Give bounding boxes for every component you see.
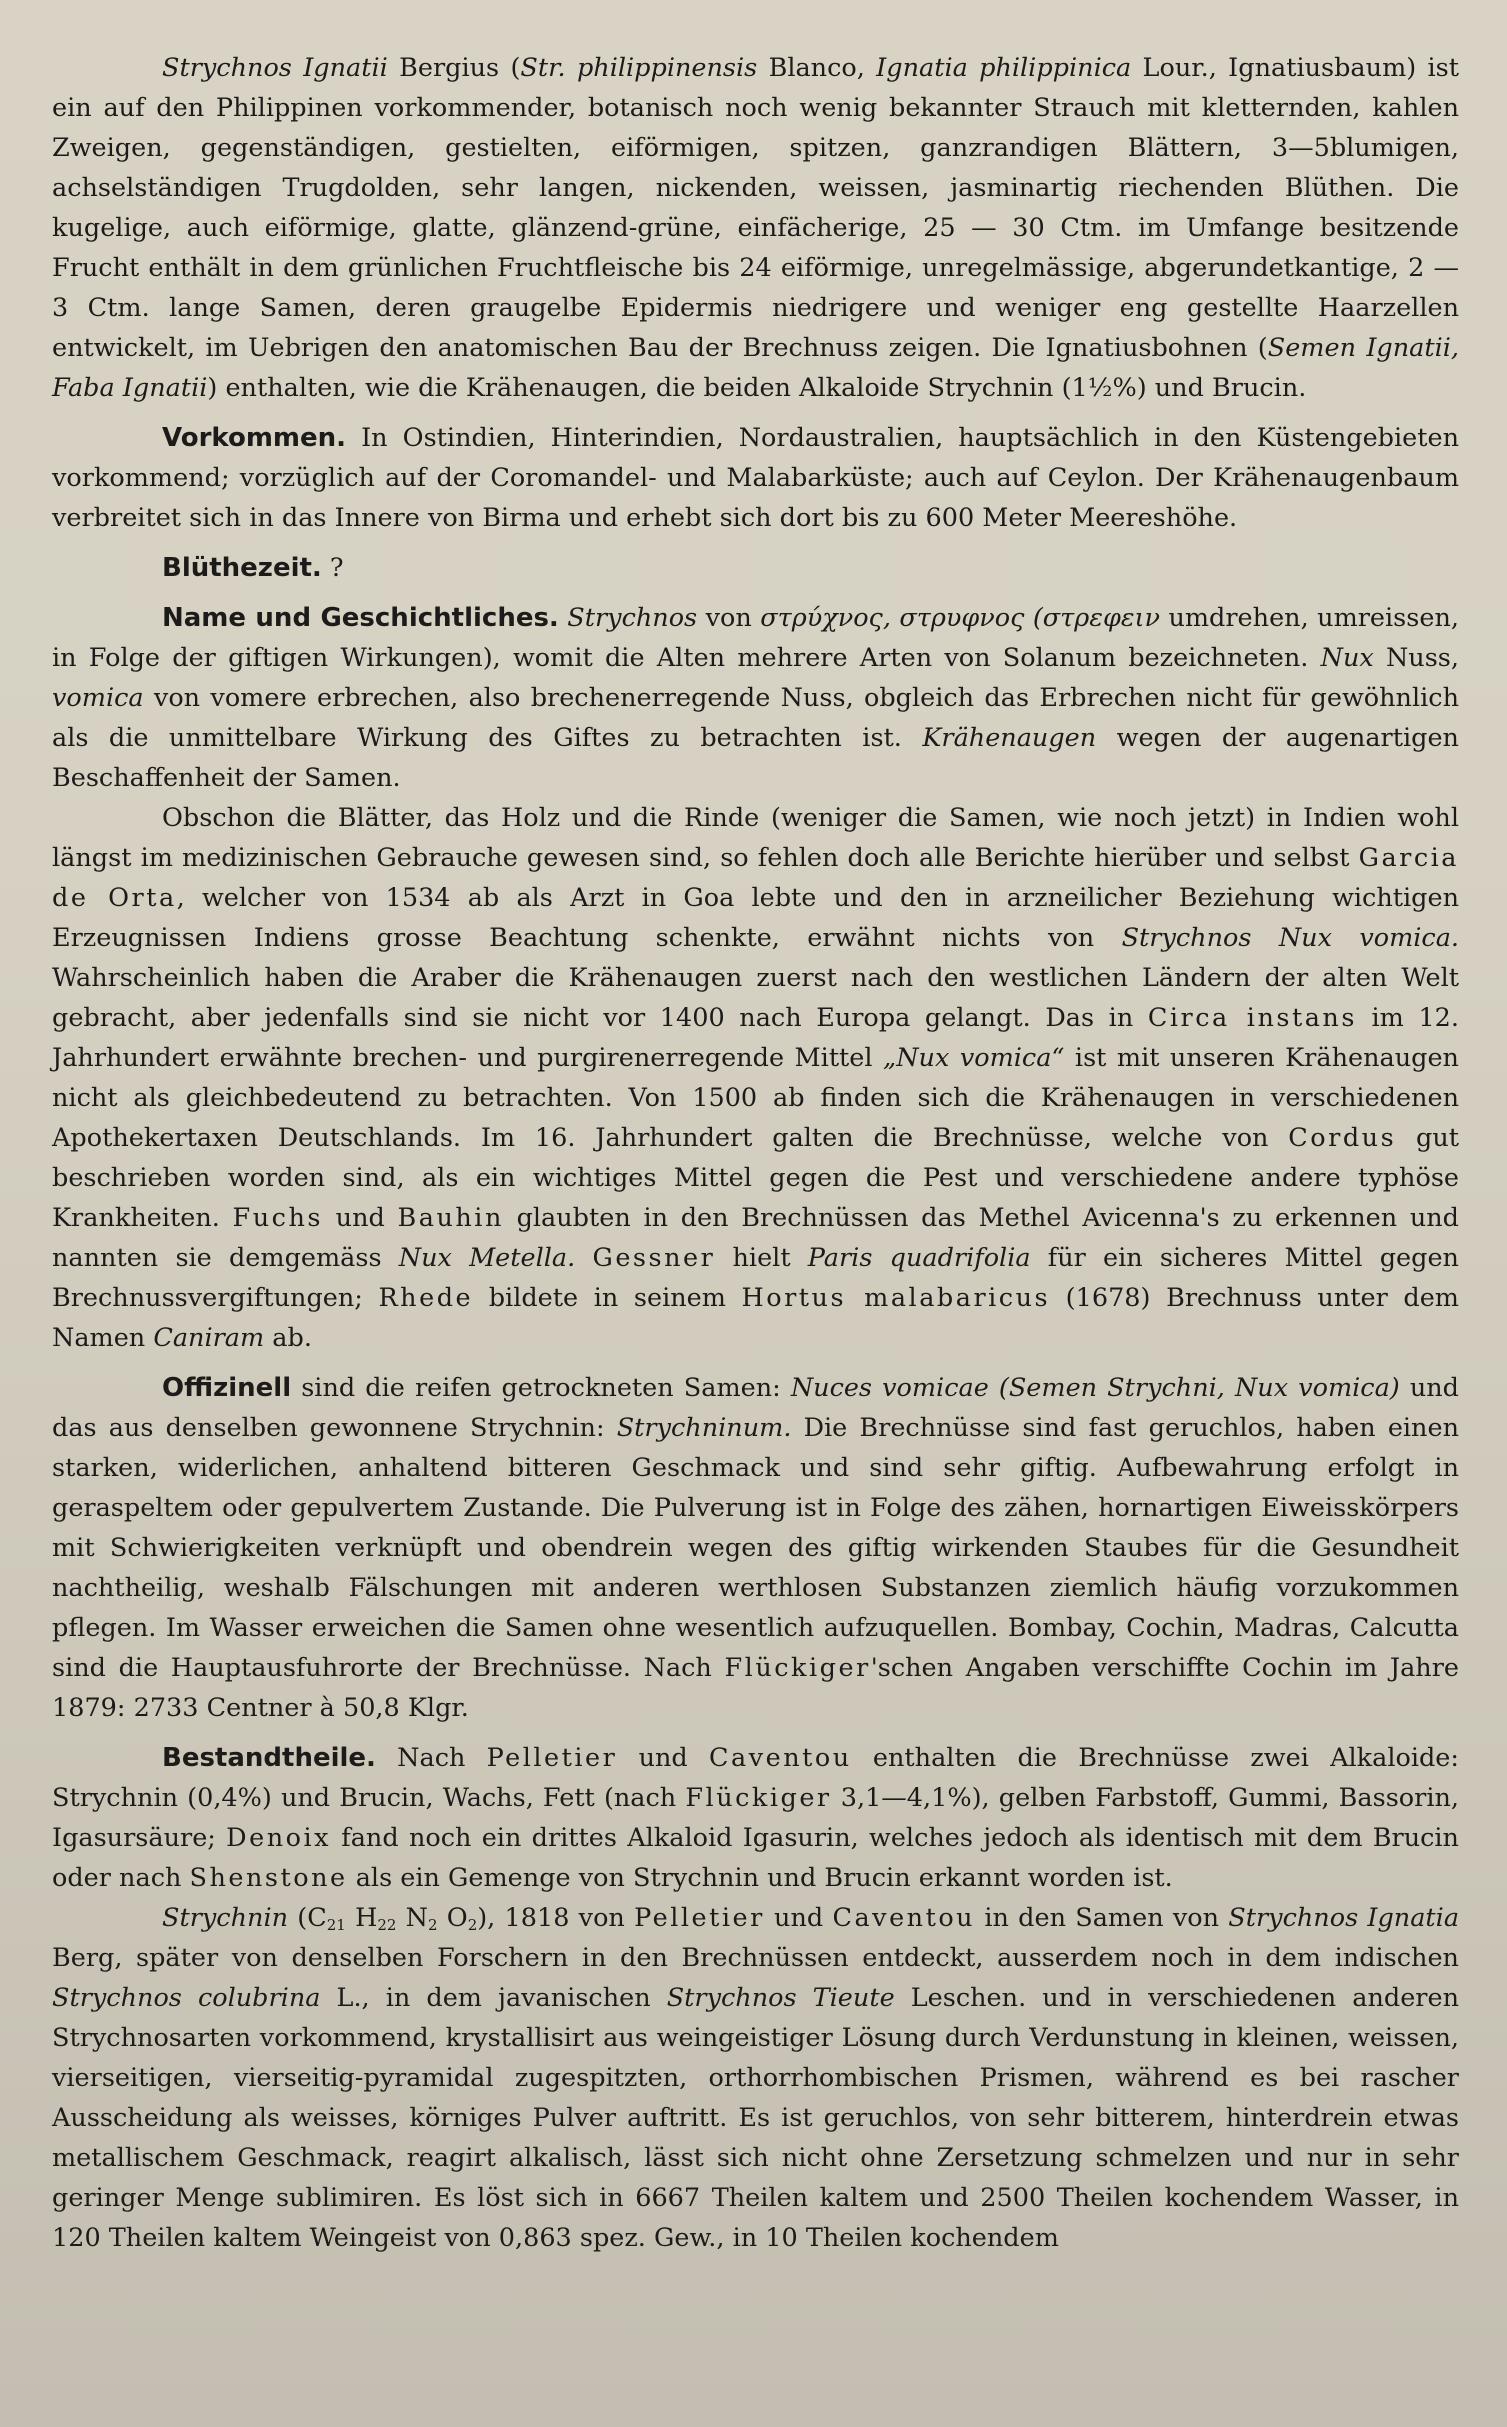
species-name: Strychnos Ignatii xyxy=(162,53,388,83)
text-segment: wegen der augenartigen Beschaffenheit der Samen. xyxy=(52,723,1459,793)
greek-etymology: στρύχνος, στρυφνος (στρεφειν xyxy=(760,603,1160,633)
text-segment: Nuss, xyxy=(1373,643,1459,673)
text-segment: Obschon die Blätter, das Holz und die Rinde (weniger die Samen, wie noch jetzt) in Indien wohl längst im medizinischen Gebrauche gewesen sind, so fehlen doch alle Berichte hierüber und selbst xyxy=(52,803,1459,873)
person-rhede: Rhede xyxy=(378,1283,474,1313)
term-kraehenaugen: Krähenaugen xyxy=(922,723,1097,753)
text-segment: und xyxy=(322,1203,398,1233)
section-offizinell xyxy=(52,1368,1459,1728)
person-cordus: Cordus xyxy=(1288,1123,1397,1153)
term-strychnos-tieute: Strychnos Tieute xyxy=(666,1983,895,2013)
formula-sub: 2 xyxy=(427,1916,438,1934)
text-segment: als ein Gemenge von Strychnin und Brucin erkannt worden ist. xyxy=(347,1863,1173,1893)
heading-name: Name und Geschichtliches. xyxy=(162,603,559,633)
term-strychnos: Strychnos xyxy=(567,603,698,633)
work-hortus-malabaricus: Hortus malabaricus xyxy=(741,1283,1051,1313)
text-segment: umdrehen, umreissen, in Folge der giftigen Wirkungen), womit die Alten mehrere Arten von Solanum bezeichneten. xyxy=(52,603,1459,673)
text-segment: im 12. Jahrhundert erwähnte brechen- und purgirenerregende Mittel xyxy=(52,1003,1459,1073)
section-name-geschichtliches xyxy=(52,598,1459,1358)
section-bluethezeit xyxy=(52,548,1459,588)
text-segment: fand noch ein drittes Alkaloid Igasurin, welches jedoch als identisch mit dem Brucin oder nach xyxy=(52,1823,1459,1893)
text-segment: Wahrscheinlich haben die Araber die Krähenaugen zuerst nach den westlichen Ländern der alten Welt gebracht, aber jedenfalls sind sie nicht vor 1400 nach Europa gelangt. Das in xyxy=(52,963,1459,1033)
formula-n: N xyxy=(396,1903,428,1933)
text-segment: glaubten in den Brechnüssen das Methel Avicenna's zu erkennen und nannten sie demgemäss xyxy=(52,1203,1459,1273)
synonym-1-author: Blanco, xyxy=(757,53,877,83)
text-segment: L., in dem javanischen xyxy=(320,1983,667,2013)
term-strychnos-colubrina: Strychnos colubrina xyxy=(52,1983,321,2013)
person-pelletier: Pelletier xyxy=(634,1903,765,1933)
person-gessner: Gessner xyxy=(592,1243,716,1273)
synonym-1: Str. philippinensis xyxy=(520,53,758,83)
text-segment: Nach xyxy=(375,1743,487,1773)
text-segment: und das aus denselben gewonnene Strychnin: xyxy=(52,1373,1460,1443)
term-paris-quadrifolia: Paris quadrifolia xyxy=(807,1243,1031,1273)
text-segment: ), 1818 von xyxy=(477,1903,635,1933)
heading-bluethezeit: Blüthezeit. xyxy=(162,553,322,583)
term-strychninum: Strychninum. xyxy=(616,1413,792,1443)
term-nuces-vomicae: Nuces vomicae (Semen Strychni, Nux vomica) xyxy=(790,1373,1400,1403)
synonym-2: Ignatia philippinica xyxy=(876,53,1132,83)
text-segment: für ein sicheres Mittel gegen Brechnussvergiftungen; xyxy=(52,1243,1459,1313)
heading-offizinell: Offizinell xyxy=(162,1373,292,1403)
formula-sub: 2 xyxy=(467,1916,478,1934)
intro-authority: Bergius ( xyxy=(399,53,521,83)
text-segment: Leschen. und in verschiedenen anderen Strychnosarten vorkommend, krystallisirt aus weingeistiger Lösung durch Verdunstung in kleinen, weissen, vierseitigen, vierseitig-pyramidal zugespitzten, orthorrhombischen Prismen, während es bei rascher Ausscheidung als weisses, körniges Pulver auftritt. Es ist geruchlos, von sehr bitterem, hinterdrein etwas metallischem Geschmack, reagirt alkalisch, lässt sich nicht ohne Zersetzung schmelzen und nur in sehr geringer Menge sublimiren. Es löst sich in 6667 Theilen kaltem und 2500 Theilen kochendem Wasser, in 120 Theilen kaltem Weingeist von 0,863 spez. Gew., in 10 Theilen kochendem xyxy=(52,1983,1460,2253)
section-vorkommen xyxy=(52,418,1459,538)
text-segment: enthalten die Brechnüsse zwei Alkaloide: Strychnin (0,4%) und Brucin, Wachs, Fett (nach xyxy=(52,1743,1459,1813)
person-shenstone: Shenstone xyxy=(189,1863,348,1893)
text-segment xyxy=(575,1243,592,1273)
formula-c: (C xyxy=(297,1903,327,1933)
vorkommen-text: In Ostindien, Hinterindien, Nordaustralien, hauptsächlich in den Küstengebieten vorkommend; vorzüglich auf der Coromandel- und Malabarküste; auch auf Ceylon. Der Krähenaugenbaum verbreitet sich in das Innere von Birma und erhebt sich dort bis zu 600 Meter Meereshöhe. xyxy=(52,423,1459,533)
formula-sub: 21 xyxy=(326,1916,346,1934)
person-fuchs: Fuchs xyxy=(232,1203,323,1233)
text-segment: gut beschrieben worden sind, als ein wichtiges Mittel gegen die Pest und verschiedene andere typhöse Krankheiten. xyxy=(52,1123,1459,1233)
term-strychnos-nux-vomica: Strychnos Nux vomica. xyxy=(1121,923,1459,953)
term-vomica: vomica xyxy=(52,683,144,713)
term-nux-vomica: „Nux vomica“ xyxy=(883,1043,1065,1073)
person-caventou: Caventou xyxy=(832,1903,976,1933)
chemical-formula xyxy=(297,1903,477,1933)
text-segment: und xyxy=(764,1903,833,1933)
text-segment: und xyxy=(617,1743,709,1773)
term-nux: Nux xyxy=(1320,643,1374,673)
formula-o: O xyxy=(437,1903,468,1933)
text-segment: ist mit unseren Krähenaugen nicht als gleichbedeutend zu betrachten. Von 1500 ab finden sich die Krähenaugen in verschiedenen Apothekertaxen Deutschlands. Im 16. Jahrhundert galten die Brechnüsse, welche von xyxy=(52,1043,1459,1153)
formula-h: H xyxy=(345,1903,378,1933)
text-segment: bildete in seinem xyxy=(473,1283,742,1313)
text-segment: hielt xyxy=(715,1243,808,1273)
text-segment: von vomere erbrechen, also brechenerregende Nuss, obgleich das Erbrechen nicht für gewöhnlich als die unmittelbare Wirkung des Giftes zu betrachten ist. xyxy=(52,683,1459,753)
person-garcia: Garcia de Orta xyxy=(52,843,1459,913)
text-segment: in den Samen von xyxy=(975,1903,1229,1933)
bluethezeit-text: ? xyxy=(321,553,344,583)
text-segment: ab. xyxy=(264,1323,312,1353)
term-nux-metella: Nux Metella. xyxy=(398,1243,576,1273)
intro-end: ) enthalten, wie die Krähenaugen, die beiden Alkaloide Strychnin (1½%) und Brucin. xyxy=(207,373,1307,403)
work-circa-instans: Circa instans xyxy=(1147,1003,1357,1033)
text-segment: , welcher von 1534 ab als Arzt in Goa lebte und den in arzneilicher Beziehung wichtigen Erzeugnissen Indiens grosse Beachtung schenkte, erwähnt nichts von xyxy=(52,883,1459,953)
section-bestandtheile xyxy=(52,1738,1459,2258)
person-caventou: Caventou xyxy=(709,1743,852,1773)
text-segment: 'schen Angaben verschiffte Cochin im Jahre 1879: 2733 Centner à 50,8 Klgr. xyxy=(52,1653,1459,1723)
person-bauhin: Bauhin xyxy=(397,1203,504,1233)
text-segment: von xyxy=(697,603,761,633)
person-pelletier: Pelletier xyxy=(486,1743,618,1773)
intro-description: Lour., Ignatiusbaum) ist ein auf den Philippinen vorkommender, botanisch noch wenig bekannter Strauch mit kletternden, kahlen Zweigen, gegenständigen, gestielten, eiförmigen, spitzen, ganzrandigen Blättern, 3—5blumigen, achselständigen Trugdolden, sehr langen, nickenden, weissen, jasminartig riechenden Blüthen. Die kugelige, auch eiförmige, glatte, glänzend-grüne, einfächerige, 25 — 30 Ctm. im Umfange besitzende Frucht enthält in dem grünlichen Fruchtfleische bis 24 eiförmige, unregelmässige, abgerundetkantige, 2 — 3 Ctm. lange Samen, deren graugelbe Epidermis niedrigere und weniger eng gestellte Haarzellen entwickelt, im Uebrigen den anatomischen Bau der Brechnuss zeigen. Die Ignatiusbohnen ( xyxy=(52,53,1460,363)
seed-names: Semen Ignatii, Faba Ignatii xyxy=(52,333,1459,403)
text-segment: (1678) Brechnuss unter dem Namen xyxy=(52,1283,1459,1353)
text-segment: Berg, später von denselben Forschern in den Brechnüssen entdeckt, ausserdem noch in dem indischen xyxy=(52,1943,1459,1973)
heading-bestandtheile: Bestandtheile. xyxy=(162,1743,376,1773)
text-segment: sind die reifen getrockneten Samen: xyxy=(291,1373,791,1403)
text-segment: 3,1—4,1%), gelben Farbstoff, Gummi, Bassorin, Igasursäure; xyxy=(52,1783,1460,1853)
text-segment: Die Brechnüsse sind fast geruchlos, haben einen starken, widerlichen, anhaltend bitteren Geschmack und sind sehr giftig. Aufbewahrung erfolgt in geraspeltem oder gepulvertem Zustande. Die Pulverung ist in Folge des zähen, hornartigen Eiweisskörpers mit Schwierigkeiten verknüpft und obendrein wegen des giftig wirkenden Staubes für die Gesundheit nachtheilig, weshalb Fälschungen mit anderen werthlosen Substanzen ziemlich häufig vorzukommen pflegen. Im Wasser erweichen die Samen ohne wesentlich aufzuquellen. Bombay, Cochin, Madras, Calcutta sind die Hauptausfuhrorte der Brechnüsse. Nach xyxy=(52,1413,1459,1683)
term-strychnin: Strychnin xyxy=(162,1903,289,1933)
person-flueckiger: Flückiger xyxy=(685,1783,832,1813)
person-flueckiger: Flückiger xyxy=(724,1653,871,1683)
term-strychnos-ignatia: Strychnos Ignatia xyxy=(1228,1903,1460,1933)
term-caniram: Caniram xyxy=(153,1323,265,1353)
formula-sub: 22 xyxy=(377,1916,397,1934)
intro-paragraph xyxy=(52,48,1459,408)
heading-vorkommen: Vorkommen. xyxy=(162,423,347,453)
person-denoix: Denoix xyxy=(226,1823,332,1853)
